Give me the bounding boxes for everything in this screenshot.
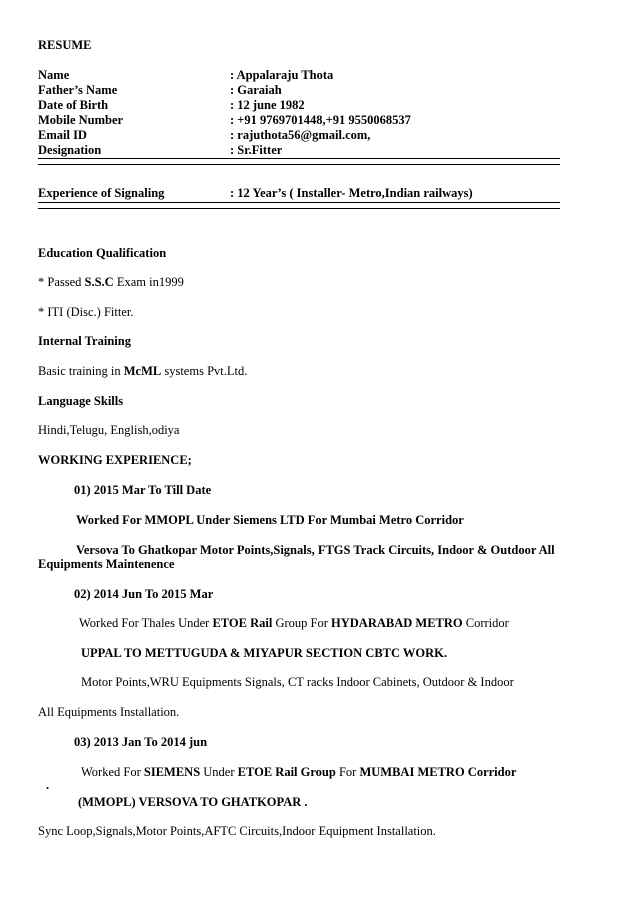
job1-line1: Worked For MMOPL Under Siemens LTD For Mumbai Metro Corridor: [76, 513, 464, 527]
training-text-bold: McML: [123, 364, 162, 378]
double-divider: [38, 202, 560, 209]
job3-line1-bold3: MUMBAI METRO Corridor: [359, 765, 517, 779]
education-heading: Education Qualification: [38, 246, 167, 260]
training-heading: Internal Training: [38, 334, 131, 348]
father-name-value: : Garaiah: [230, 83, 282, 97]
training-text-prefix: Basic training in: [38, 364, 124, 378]
job1-title: 01) 2015 Mar To Till Date: [74, 483, 212, 497]
job1-line2b: Equipments Maintenence: [38, 557, 175, 571]
job2-line1-bold2: HYDARABAD METRO: [331, 616, 463, 630]
education-item-ssc-suffix: Exam in1999: [113, 275, 184, 289]
job2-line1-post: Corridor: [462, 616, 509, 630]
job3-line3: Sync Loop,Signals,Motor Points,AFTC Circuits,Indoor Equipment Installation.: [38, 824, 436, 838]
name-label: Name: [38, 68, 70, 82]
job3-line1-mid2: For: [335, 765, 360, 779]
job3-line1: [81, 765, 516, 780]
job3-line1-pre: Worked For: [81, 765, 144, 779]
education-item-ssc: [38, 275, 184, 290]
dob-label: Date of Birth: [38, 98, 109, 112]
designation-label: Designation: [38, 143, 102, 157]
mobile-label: Mobile Number: [38, 113, 124, 127]
job3-bullet: .: [46, 778, 50, 792]
job3-line1-bold1: SIEMENS: [143, 765, 201, 779]
email-label: Email ID: [38, 128, 87, 142]
language-text: Hindi,Telugu, English,odiya: [38, 423, 180, 437]
job2-line1-mid: Group For: [272, 616, 332, 630]
email-value: : rajuthota56@gmail.com,: [230, 128, 371, 142]
dob-value: : 12 june 1982: [230, 98, 305, 112]
job3-title: 03) 2013 Jan To 2014 jun: [74, 735, 208, 749]
resume-title: RESUME: [38, 38, 92, 52]
training-text: [38, 364, 247, 379]
language-heading: Language Skills: [38, 394, 124, 408]
education-item-ssc-prefix: * Passed: [38, 275, 85, 289]
education-item-iti: * ITI (Disc.) Fitter.: [38, 305, 134, 319]
job2-line4: All Equipments Installation.: [38, 705, 180, 719]
mobile-value: : +91 9769701448,+91 9550068537: [230, 113, 411, 127]
job3-line1-mid1: Under: [200, 765, 238, 779]
job2-line1-bold1: ETOE Rail: [212, 616, 273, 630]
job1-line2a: Versova To Ghatkopar Motor Points,Signals, FTGS Track Circuits, Indoor & Outdoor All: [76, 543, 555, 557]
father-name-label: Father’s Name: [38, 83, 118, 97]
designation-value: : Sr.Fitter: [230, 143, 283, 157]
double-divider: [38, 158, 560, 165]
signaling-experience-value: : 12 Year’s ( Installer- Metro,Indian railways): [230, 186, 473, 200]
job2-title: 02) 2014 Jun To 2015 Mar: [74, 587, 214, 601]
job2-line3: Motor Points,WRU Equipments Signals, CT racks Indoor Cabinets, Outdoor & Indoor: [81, 675, 514, 689]
job2-line1-pre: Worked For Thales Under: [79, 616, 213, 630]
job3-line2: (MMOPL) VERSOVA TO GHATKOPAR .: [78, 795, 308, 809]
signaling-experience-label: Experience of Signaling: [38, 186, 165, 200]
education-item-ssc-bold: S.S.C: [84, 275, 114, 289]
training-text-suffix: systems Pvt.Ltd.: [161, 364, 248, 378]
job3-line1-bold2: ETOE Rail Group: [237, 765, 336, 779]
name-value: : Appalaraju Thota: [230, 68, 334, 82]
working-experience-heading: WORKING EXPERIENCE;: [38, 453, 192, 467]
job2-line1: [79, 616, 509, 631]
job2-line2: UPPAL TO METTUGUDA & MIYAPUR SECTION CBTC WORK.: [81, 646, 448, 660]
